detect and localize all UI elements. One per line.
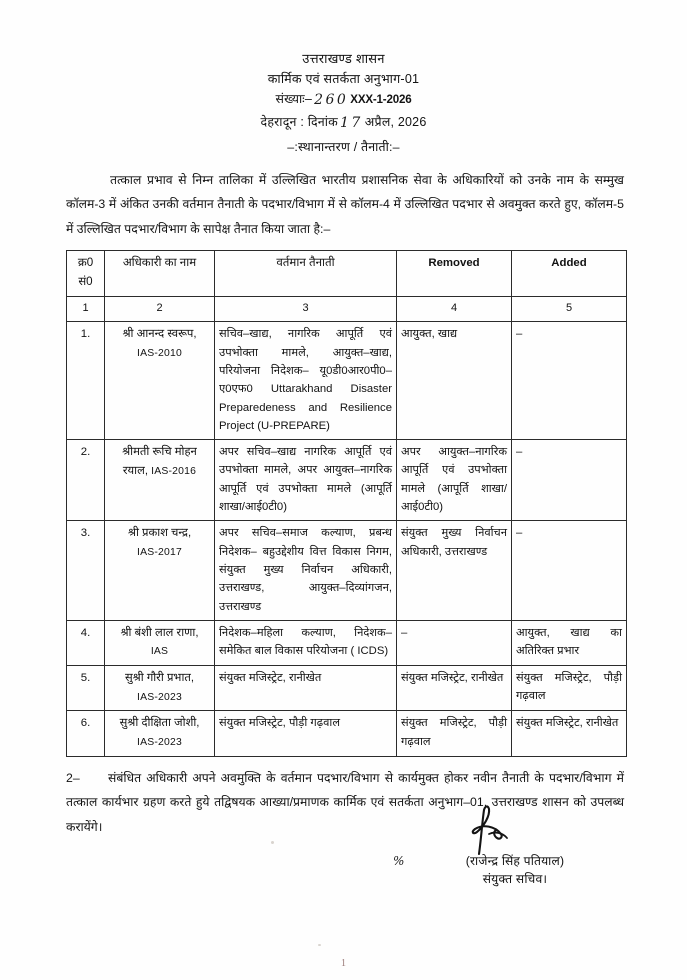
header-removed: Removed	[397, 251, 512, 297]
clause-number: 2–	[66, 771, 80, 785]
signatory-designation: संयुक्त सचिव।	[482, 872, 548, 886]
government-name: उत्तराखण्ड शासन	[302, 51, 385, 66]
cell-serial: 4.	[67, 620, 105, 665]
column-number-2: 2	[105, 296, 215, 322]
table-header-row	[67, 251, 627, 297]
signatory-name: (राजेन्द्र सिंह पतियाल)	[465, 854, 565, 868]
header-serial: क्र0 सं0	[67, 251, 105, 297]
cell-serial: 2.	[67, 440, 105, 521]
cell-removed: संयुक्त मजिस्ट्रेट, रानीखेत	[397, 666, 512, 711]
scan-speck	[271, 841, 274, 844]
table-row	[67, 440, 627, 521]
officer-name-text: श्री प्रकाश चन्द्र,	[127, 527, 192, 540]
cell-serial: 1.	[67, 322, 105, 440]
order-number-line	[0, 89, 687, 112]
officer-batch: IAS-2010	[137, 347, 182, 359]
header-added: Added	[512, 251, 627, 297]
place-date-line	[0, 112, 687, 135]
officer-name-text: श्री आनन्द स्वरूप,	[122, 328, 197, 341]
cell-removed: –	[397, 620, 512, 665]
officer-batch: IAS-2023	[137, 691, 182, 703]
cell-added: संयुक्त मजिस्ट्रेट, रानीखेत	[512, 711, 627, 756]
cell-officer-name	[105, 711, 215, 756]
cell-officer-name	[105, 666, 215, 711]
officer-batch: IAS-2023	[137, 736, 182, 748]
cell-serial: 6.	[67, 711, 105, 756]
cell-added: –	[512, 521, 627, 620]
table-row	[67, 711, 627, 756]
cell-current-posting: अपर सचिव–समाज कल्याण, प्रबन्ध निदेशक– बहुउद्देशीय वित्त विकास निगम, संयुक्त मुख्य निर्वाचन अधिकारी, उत्तराखण्ड, आयुक्त–दिव्यांगजन, उत्तराखण्ड	[215, 521, 397, 620]
transfer-table	[66, 250, 627, 757]
cell-officer-name	[105, 620, 215, 665]
intro-paragraph: तत्काल प्रभाव से निम्न तालिका में उल्लिखित भारतीय प्रशासनिक सेवा के अधिकारियों को उनके नाम के सम्मुख कॉलम-3 में अंकित उनकी वर्तमान तैनाती के पदभार/विभाग में से कॉलम-4 में उल्लिखित पदभार से अवमुक्त करते हुए, कॉलम-5 में उल्लिखित पदभार/विभाग के सापेक्ष तैनात किया जाता है:–	[66, 173, 624, 236]
column-number-5: 5	[512, 296, 627, 322]
page-number: 1	[341, 958, 346, 969]
signature-block	[395, 852, 635, 887]
cell-removed: अपर आयुक्त–नागरिक आपूर्ति एवं उपभोक्ता मामले (आपूर्ति शाखा/आई0टी0)	[397, 440, 512, 521]
officer-name-text: श्री बंशी लाल राणा,	[120, 626, 199, 639]
closing-text: संबंधित अधिकारी अपने अवमुक्ति के वर्तमान पदभार/विभाग से कार्यमुक्त होकर नवीन तैनाती के पदभार/विभाग में तत्काल कार्यभार ग्रहण करते हुये तद्विषयक आख्या/प्रमाणक कार्मिक एवं सतर्कता अनुभाग–01, उत्तराखण्ड शासन को उपलब्ध करायेंगे।	[66, 771, 624, 834]
scan-speck	[318, 944, 321, 946]
cell-current-posting: संयुक्त मजिस्ट्रेट, पौड़ी गढ़वाल	[215, 711, 397, 756]
officer-batch: IAS-2017	[137, 546, 182, 558]
cell-added: –	[512, 440, 627, 521]
cell-added: –	[512, 322, 627, 440]
order-number-label: संख्याः–	[275, 92, 313, 107]
officer-batch: IAS	[150, 646, 169, 658]
column-number-4: 4	[397, 296, 512, 322]
cell-current-posting: सचिव–खाद्य, नागरिक आपूर्ति एवं उपभोक्ता मामले, आयुक्त–खाद्य, परियोजना निदेशक– यू0डी0आर0पी0–ए0एफ0 Uttarakhand Disaster Preparedeness and Resilience Project (U-PREPARE)	[215, 322, 397, 440]
cell-serial: 5.	[67, 666, 105, 711]
date-month-year: अप्रैल, 2026	[364, 115, 427, 130]
column-number-3: 3	[215, 296, 397, 322]
handwritten-signature-icon	[451, 804, 521, 856]
cell-added: संयुक्त मजिस्ट्रेट, पौड़ी गढ़वाल	[512, 666, 627, 711]
table-row	[67, 521, 627, 620]
cell-officer-name	[105, 322, 215, 440]
officer-name-text: श्रीमती रूचि मोहन रयाल,	[122, 446, 197, 477]
cell-current-posting: अपर सचिव–खाद्य नागरिक आपूर्ति एवं उपभोक्ता मामले, अपर आयुक्त–नागरिक आपूर्ति एवं उपभोक्ता मामले (आपूर्ति शाखा/आई0टी0)	[215, 440, 397, 521]
cell-removed: आयुक्त, खाद्य	[397, 322, 512, 440]
officer-name-text: सुश्री दीक्षिता जोशी,	[119, 717, 200, 730]
cell-removed: संयुक्त मुख्य निर्वाचन अधिकारी, उत्तराखण्ड	[397, 521, 512, 620]
signature-initials: %	[393, 854, 405, 868]
cell-officer-name	[105, 440, 215, 521]
closing-paragraph	[66, 766, 624, 839]
table-row	[67, 666, 627, 711]
subject-line: –:स्थानान्तरण / तैनाती:–	[287, 140, 400, 154]
header-officer-name: अधिकारी का नाम	[105, 251, 215, 297]
document-header	[0, 48, 687, 135]
order-number-handwritten: 260	[314, 92, 349, 109]
cell-officer-name	[105, 521, 215, 620]
officer-batch: IAS-2016	[151, 465, 197, 477]
column-number-1: 1	[67, 296, 105, 322]
department-name: कार्मिक एवं सतर्कता अनुभाग-01	[267, 72, 420, 87]
header-current-posting: वर्तमान तैनाती	[215, 251, 397, 297]
table-row	[67, 322, 627, 440]
table-row	[67, 620, 627, 665]
cell-added: आयुक्त, खाद्य का अतिरिक्त प्रभार	[512, 620, 627, 665]
table-column-number-row	[67, 296, 627, 322]
cell-removed: संयुक्त मजिस्ट्रेट, पौड़ी गढ़वाल	[397, 711, 512, 756]
date-day-handwritten: 17	[339, 115, 363, 132]
cell-current-posting: संयुक्त मजिस्ट्रेट, रानीखेत	[215, 666, 397, 711]
order-number-suffix: XXX-1-2026	[350, 93, 412, 107]
cell-current-posting: निदेशक–महिला कल्याण, निदेशक–समेकित बाल विकास परियोजना ( ICDS)	[215, 620, 397, 665]
officer-name-text: सुश्री गौरी प्रभात,	[124, 672, 195, 685]
place-date-label: देहरादून : दिनांक	[260, 115, 338, 130]
cell-serial: 3.	[67, 521, 105, 620]
